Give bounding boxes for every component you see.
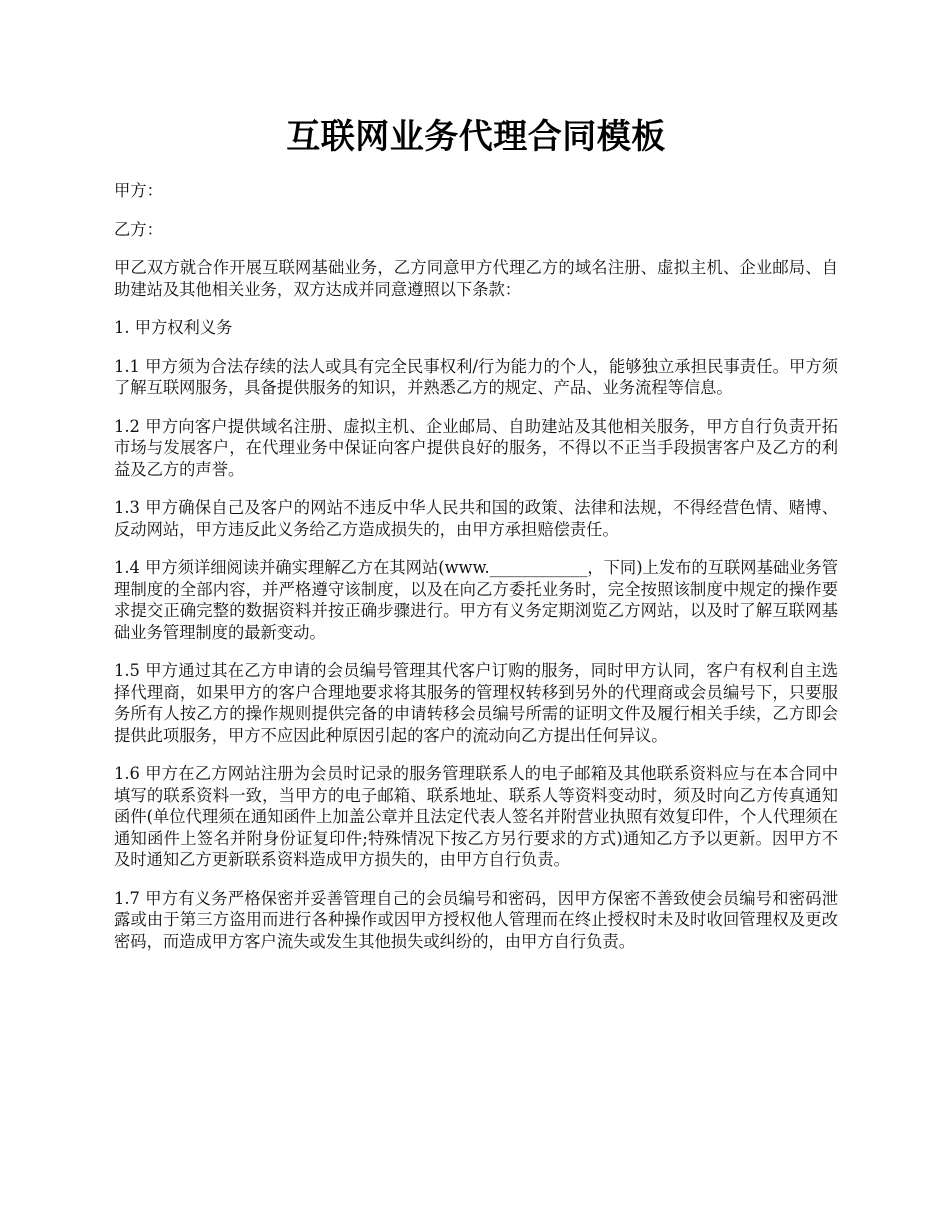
clause-1-6: 1.6 甲方在乙方网站注册为会员时记录的服务管理联系人的电子邮箱及其他联系资料应与在本合同中填写的联系资料一致，当甲方的电子邮箱、联系地址、联系人等资料变动时，须及时向乙方传真通知函件(单位代理须在通知函件上加盖公章并且法定代表人签名并附营业执照有效复印件，个人代理须在通知函件上签名并附身份证复印件;特殊情况下按乙方另行要求的方式)通知乙方予以更新。因甲方不及时通知乙方更新联系资料造成甲方损失的，由甲方自行负责。 bbox=[114, 764, 838, 869]
document-title: 互联网业务代理合同模板 bbox=[286, 117, 666, 157]
section-1-heading: 1. 甲方权利义务 bbox=[114, 318, 233, 337]
document-body bbox=[114, 180, 838, 952]
party-a-label: 甲方： bbox=[114, 181, 163, 200]
clause-1-7: 1.7 甲方有义务严格保密并妥善管理自己的会员编号和密码，因甲方保密不善致使会员编号和密码泄露或由于第三方盗用而进行各种操作或因甲方授权他人管理而在终止授权时未及时收回管理权及更改密码，而造成甲方客户流失或发生其他损失或纠纷的，由甲方自行负责。 bbox=[114, 888, 838, 951]
clause-1-3: 1.3 甲方确保自己及客户的网站不违反中华人民共和国的政策、法律和法规，不得经营色情、赌博、反动网站，甲方违反此义务给乙方造成损失的，由甲方承担赔偿责任。 bbox=[114, 498, 838, 539]
clause-1-4: 1.4 甲方须详细阅读并确实理解乙方在其网站(www.____________，下同)上发布的互联网基础业务管理制度的全部内容，并严格遵守该制度，以及在向乙方委托业务时，完全按照该制度中规定的操作要求提交正确完整的数据资料并按正确步骤进行。甲方有义务定期浏览乙方网站，以及时了解互联网基础业务管理制度的最新变动。 bbox=[114, 558, 838, 642]
party-b-label: 乙方： bbox=[114, 219, 163, 239]
clause-1-5: 1.5 甲方通过其在乙方申请的会员编号管理其代客户订购的服务，同时甲方认同，客户有权利自主选择代理商，如果甲方的客户合理地要求将其服务的管理权转移到另外的代理商或会员编号下，只要服务所有人按乙方的操作规则提供完备的申请转移会员编号所需的证明文件及履行相关手续，乙方即会提供此项服务，甲方不应因此种原因引起的客户的流动向乙方提出任何异议。 bbox=[114, 661, 838, 745]
clause-1-1: 1.1 甲方须为合法存续的法人或具有完全民事权利/行为能力的个人，能够独立承担民事责任。甲方须了解互联网服务，具备提供服务的知识，并熟悉乙方的规定、产品、业务流程等信息。 bbox=[114, 356, 838, 397]
clause-1-2: 1.2 甲方向客户提供域名注册、虚拟主机、企业邮局、自助建站及其他相关服务，甲方自行负责开拓市场与发展客户，在代理业务中保证向客户提供良好的服务，不得以不正当手段损害客户及乙方的利益及乙方的声誉。 bbox=[114, 416, 838, 479]
intro-paragraph: 甲乙双方就合作开展互联网基础业务，乙方同意甲方代理乙方的域名注册、虚拟主机、企业邮局、自助建站及其他相关业务，双方达成并同意遵照以下条款： bbox=[114, 258, 838, 299]
